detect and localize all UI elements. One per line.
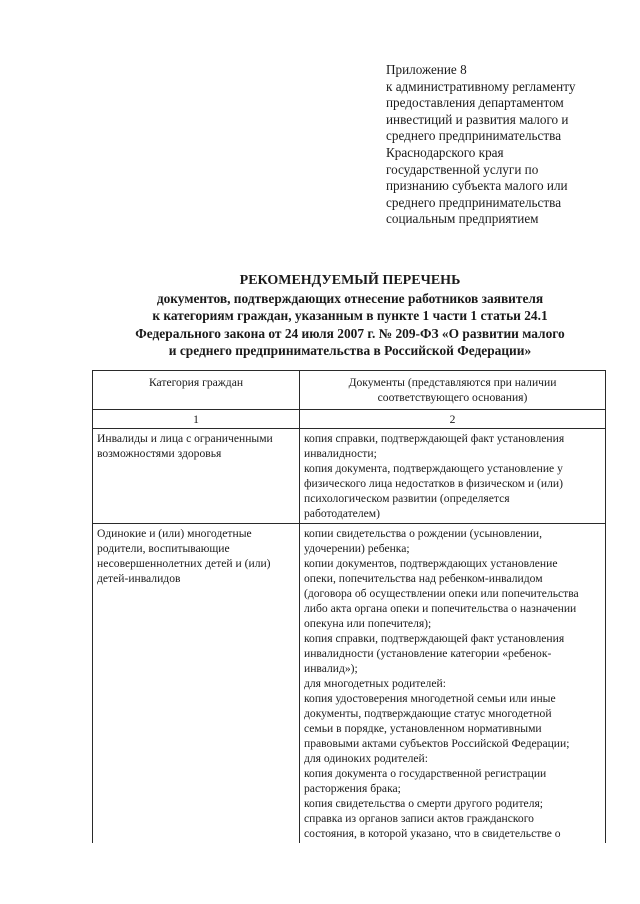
category-line: Инвалиды и лица с ограниченными (97, 432, 273, 445)
documents-line: копии свидетельства о рождении (усыновлении, (304, 527, 543, 540)
documents-line: либо акта органа опеки и попечительства о назначении (304, 602, 577, 615)
annex-line: среднего предпринимательства (386, 128, 562, 144)
table-row (93, 524, 606, 844)
documents-line: копия документа, подтверждающего установление у (304, 462, 563, 475)
annex-line: Краснодарского края (386, 144, 504, 160)
documents-line: расторжения брака; (304, 782, 401, 795)
title-heading: РЕКОМЕНДУЕМЫЙ ПЕРЕЧЕНЬ (239, 273, 461, 288)
category-line: детей-инвалидов (97, 572, 181, 585)
header-cell-category (93, 371, 300, 410)
annex-block (386, 62, 626, 228)
documents-line: копии документов, подтверждающих установление (304, 557, 558, 570)
documents-line: копия свидетельства о смерти другого родителя; (304, 797, 544, 810)
header-line: Категория граждан (148, 376, 244, 389)
documents-line: для многодетных родителей: (304, 677, 446, 690)
documents-line: копия справки, подтверждающей факт установления (304, 632, 565, 645)
documents-line: удочерении) ребенка; (304, 542, 410, 555)
annex-line: к административному регламенту (386, 78, 576, 94)
category-line: Одинокие и (или) многодетные (97, 527, 252, 540)
documents-line: правовыми актами субъектов Российской Федерации; (304, 737, 570, 750)
header-line: соответствующего основания) (377, 391, 528, 404)
document-title (90, 272, 610, 359)
column-number-row (93, 410, 606, 429)
annex-line: инвестиций и развития малого и (386, 111, 569, 127)
category-line: возможностями здоровья (97, 447, 222, 460)
documents-line: справка из органов записи актов гражданского (304, 812, 534, 825)
table-row (93, 429, 606, 524)
documents-line: документы, подтверждающие статус многодетной (304, 707, 552, 720)
documents-line: для одиноких родителей: (304, 752, 428, 765)
category-cell (93, 429, 300, 524)
title-subtitle-line: Федерального закона от 24 июля 2007 г. № 209-ФЗ «О развитии малого (135, 325, 565, 341)
category-line: родители, воспитывающие (97, 542, 230, 555)
category-cell (93, 524, 300, 844)
annex-line: признанию субъекта малого или (386, 178, 568, 194)
documents-line: опеки, попечительства над ребенком-инвалидом (304, 572, 543, 585)
category-line: несовершеннолетних детей и (или) (97, 557, 271, 570)
documents-line: состояния, в которой указано, что в свидетельстве о (304, 827, 561, 840)
column-number-2: 2 (300, 410, 606, 429)
annex-line: среднего предпринимательства (386, 194, 562, 210)
title-subtitle-line: к категориям граждан, указанным в пункте 1 части 1 статьи 24.1 (152, 308, 548, 324)
annex-line: Приложение 8 (386, 62, 467, 77)
documents-line: физического лица недостатков в физическом и (или) (304, 477, 563, 490)
documents-line: семьи в порядке, установленном нормативными (304, 722, 542, 735)
column-number-1: 1 (93, 410, 300, 429)
documents-line: копия документа о государственной регистрации (304, 767, 547, 780)
documents-table (92, 370, 606, 843)
documents-line: опекуна или попечителя); (304, 617, 432, 630)
documents-line: инвалид»); (304, 662, 358, 675)
annex-line: государственной услуги по (386, 161, 539, 177)
title-subtitle-line: и среднего предпринимательства в Российской Федерации» (168, 342, 532, 358)
documents-line: психологическом развитии (определяется (304, 492, 510, 505)
documents-line: работодателем) (304, 507, 380, 520)
documents-line: инвалидности (установление категории «ребенок- (304, 647, 552, 660)
documents-line: (договора об осуществлении опеки или попечительства (304, 587, 579, 600)
documents-cell (300, 524, 606, 844)
title-subtitle-line: документов, подтверждающих отнесение работников заявителя (156, 291, 544, 307)
annex-line: социальным предприятием (386, 211, 539, 227)
documents-line: инвалидности; (304, 447, 377, 460)
annex-line: предоставления департаментом (386, 95, 564, 111)
header-cell-documents (300, 371, 606, 410)
table-header-row (93, 371, 606, 410)
header-line: Документы (представляются при наличии (348, 376, 557, 389)
documents-cell (300, 429, 606, 524)
documents-line: копия справки, подтверждающей факт установления (304, 432, 565, 445)
documents-line: копия удостоверения многодетной семьи или иные (304, 692, 556, 705)
